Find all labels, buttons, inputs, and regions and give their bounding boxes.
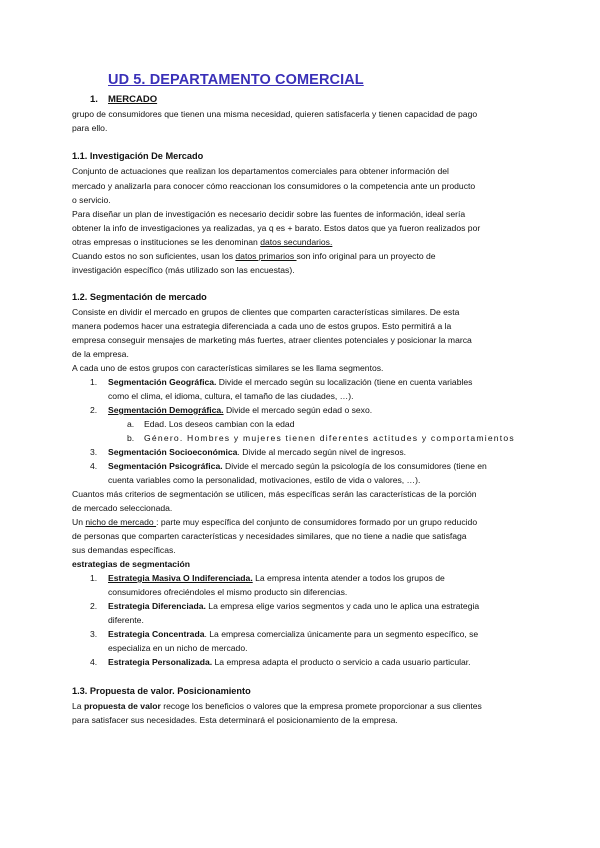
list-item-continuation: diferente.	[108, 615, 144, 625]
text-span: Cuando estos no son suficientes, usan los	[72, 251, 236, 261]
subsection-heading-propuesta: 1.3. Propuesta de valor. Posicionamiento	[72, 686, 251, 696]
list-number: 1.	[90, 377, 98, 387]
paragraph-line: investigación específico (más utilizado son las encuestas).	[72, 265, 295, 275]
paragraph-line: Conjunto de actuaciones que realizan los departamentos comerciales para obtener información del	[72, 166, 449, 176]
paragraph-line: grupo de consumidores que tienen una misma necesidad, quieren satisfacerla y tienen capacidad de pago	[72, 109, 478, 119]
list-item-title: Segmentación Socioeconómica	[108, 447, 238, 457]
list-item-text: La empresa elige varios segmentos y cada uno le aplica una estrategia	[205, 601, 480, 611]
section-mercado-heading	[90, 94, 157, 105]
text-span: son info original para un proyecto de	[296, 251, 436, 261]
sublist-item: Edad. Los deseos cambian con la edad	[144, 419, 295, 429]
list-item-text: . La empresa comercializa únicamente para un segmento específico, se	[204, 629, 479, 639]
list-number: 3.	[90, 629, 98, 639]
term-nicho-de-mercado: nicho de mercado	[85, 517, 157, 527]
list-item-title: Segmentación Geográfica.	[108, 377, 217, 387]
paragraph-line	[72, 515, 477, 530]
list-number: 4.	[90, 461, 98, 471]
paragraph-line	[72, 699, 482, 714]
paragraph-line: manera podemos hacer una estrategia diferenciada a cada uno de estos grupos. Esto permitirá a la	[72, 321, 452, 331]
term-datos-secundarios: datos secundarios.	[260, 237, 333, 247]
list-item-text: . Divide al mercado según nivel de ingresos.	[237, 447, 407, 457]
list-item	[108, 403, 372, 418]
paragraph-line: para satisfacer sus necesidades. Esta determinará el posicionamiento de la empresa.	[72, 715, 398, 725]
list-item	[108, 655, 471, 670]
list-item-text: Divide el mercado según la psicología de los consumidores (tiene en	[222, 461, 487, 471]
paragraph-line: sus demandas específicas.	[72, 545, 176, 555]
list-item-text: Divide el mercado según edad o sexo.	[223, 405, 373, 415]
text-span: recoge los beneficios o valores que la empresa promete proporcionar a sus clientes	[160, 701, 482, 711]
list-item-continuation: como el clima, el idioma, cultura, el tamaño de las ciudades, …).	[108, 391, 354, 401]
paragraph-line: obtener la info de investigaciones ya realizadas, ya q es + barato. Estos datos que ya fueron realizados por	[72, 223, 481, 233]
paragraph-line: o servicio.	[72, 195, 111, 205]
paragraph-line: A cada uno de estos grupos con características similares se les llama segmentos.	[72, 363, 384, 373]
list-item-text: La empresa intenta atender a todos los grupos de	[252, 573, 445, 583]
list-number: 2.	[90, 601, 98, 611]
list-item	[108, 375, 472, 390]
list-number: 1.	[90, 573, 98, 583]
text-span: Un	[72, 517, 86, 527]
paragraph-line	[72, 235, 332, 250]
text-span: otras empresas o instituciones se les denominan	[72, 237, 261, 247]
text-span: : parte muy específica del conjunto de consumidores formado por un grupo reducido	[156, 517, 478, 527]
list-item-title: Segmentación Psicográfica.	[108, 461, 223, 471]
paragraph-line: de la empresa.	[72, 349, 129, 359]
paragraph-line: empresa conseguir mensajes de marketing más fuertes, atraer clientes potenciales y posicionar la marca	[72, 335, 472, 345]
term-datos-primarios: datos primarios	[235, 251, 297, 261]
list-item	[108, 459, 487, 474]
sublist-letter: b.	[127, 433, 135, 443]
list-number: 4.	[90, 657, 98, 667]
list-item-title: Estrategia Masiva O Indiferenciada.	[108, 573, 253, 583]
list-item-continuation: especializa en un nicho de mercado.	[108, 643, 248, 653]
sublist-letter: a.	[127, 419, 135, 429]
list-item	[108, 571, 445, 586]
list-item-title: Estrategia Concentrada	[108, 629, 205, 639]
list-item-title: Estrategia Personalizada.	[108, 657, 213, 667]
list-number: 3.	[90, 447, 98, 457]
list-item-continuation: cuenta variables como la personalidad, motivaciones, estilo de vida o valores, …).	[108, 475, 421, 485]
list-item	[108, 445, 406, 460]
section-title: MERCADO	[108, 94, 158, 105]
list-item-text: Divide el mercado según su localización (tiene en cuenta variables	[216, 377, 473, 387]
paragraph-line: de mercado seleccionada.	[72, 503, 173, 513]
list-number: 2.	[90, 405, 98, 415]
list-item-continuation: consumidores ofreciéndoles el mismo producto sin diferencias.	[108, 587, 348, 597]
list-item-title: Estrategia Diferenciada.	[108, 601, 206, 611]
list-item	[108, 627, 478, 642]
strategies-heading: estrategias de segmentación	[72, 559, 190, 569]
sublist-item: Género. Hombres y mujeres tienen diferentes actitudes y comportamientos	[144, 433, 515, 443]
subsection-heading-segmentacion: 1.2. Segmentación de mercado	[72, 292, 207, 302]
section-number: 1.	[90, 94, 98, 105]
page-title: UD 5. DEPARTAMENTO COMERCIAL	[108, 72, 364, 88]
paragraph-line: Cuantos más criterios de segmentación se utilicen, más específicas serán las características de la porción	[72, 489, 477, 499]
term-propuesta-de-valor: propuesta de valor	[83, 701, 161, 711]
text-span: La	[72, 701, 84, 711]
paragraph-line: Consiste en dividir el mercado en grupos de clientes que comparten características similares. De esta	[72, 307, 460, 317]
paragraph-line: para ello.	[72, 123, 108, 133]
list-item	[108, 599, 479, 614]
list-item-text: La empresa adapta el producto o servicio a cada usuario particular.	[212, 657, 471, 667]
paragraph-line: Para diseñar un plan de investigación es necesario decidir sobre las fuentes de información, ideal sería	[72, 209, 466, 219]
list-item-title: Segmentación Demográfica.	[108, 405, 224, 415]
subsection-heading-investigacion: 1.1. Investigación De Mercado	[72, 151, 204, 161]
paragraph-line	[72, 249, 436, 264]
paragraph-line: mercado y analizarla para conocer cómo reaccionan los consumidores o la competencia ante un producto	[72, 181, 476, 191]
paragraph-line: de personas que comparten características y necesidades similares, que no tiene a nadie que satisfaga	[72, 531, 467, 541]
